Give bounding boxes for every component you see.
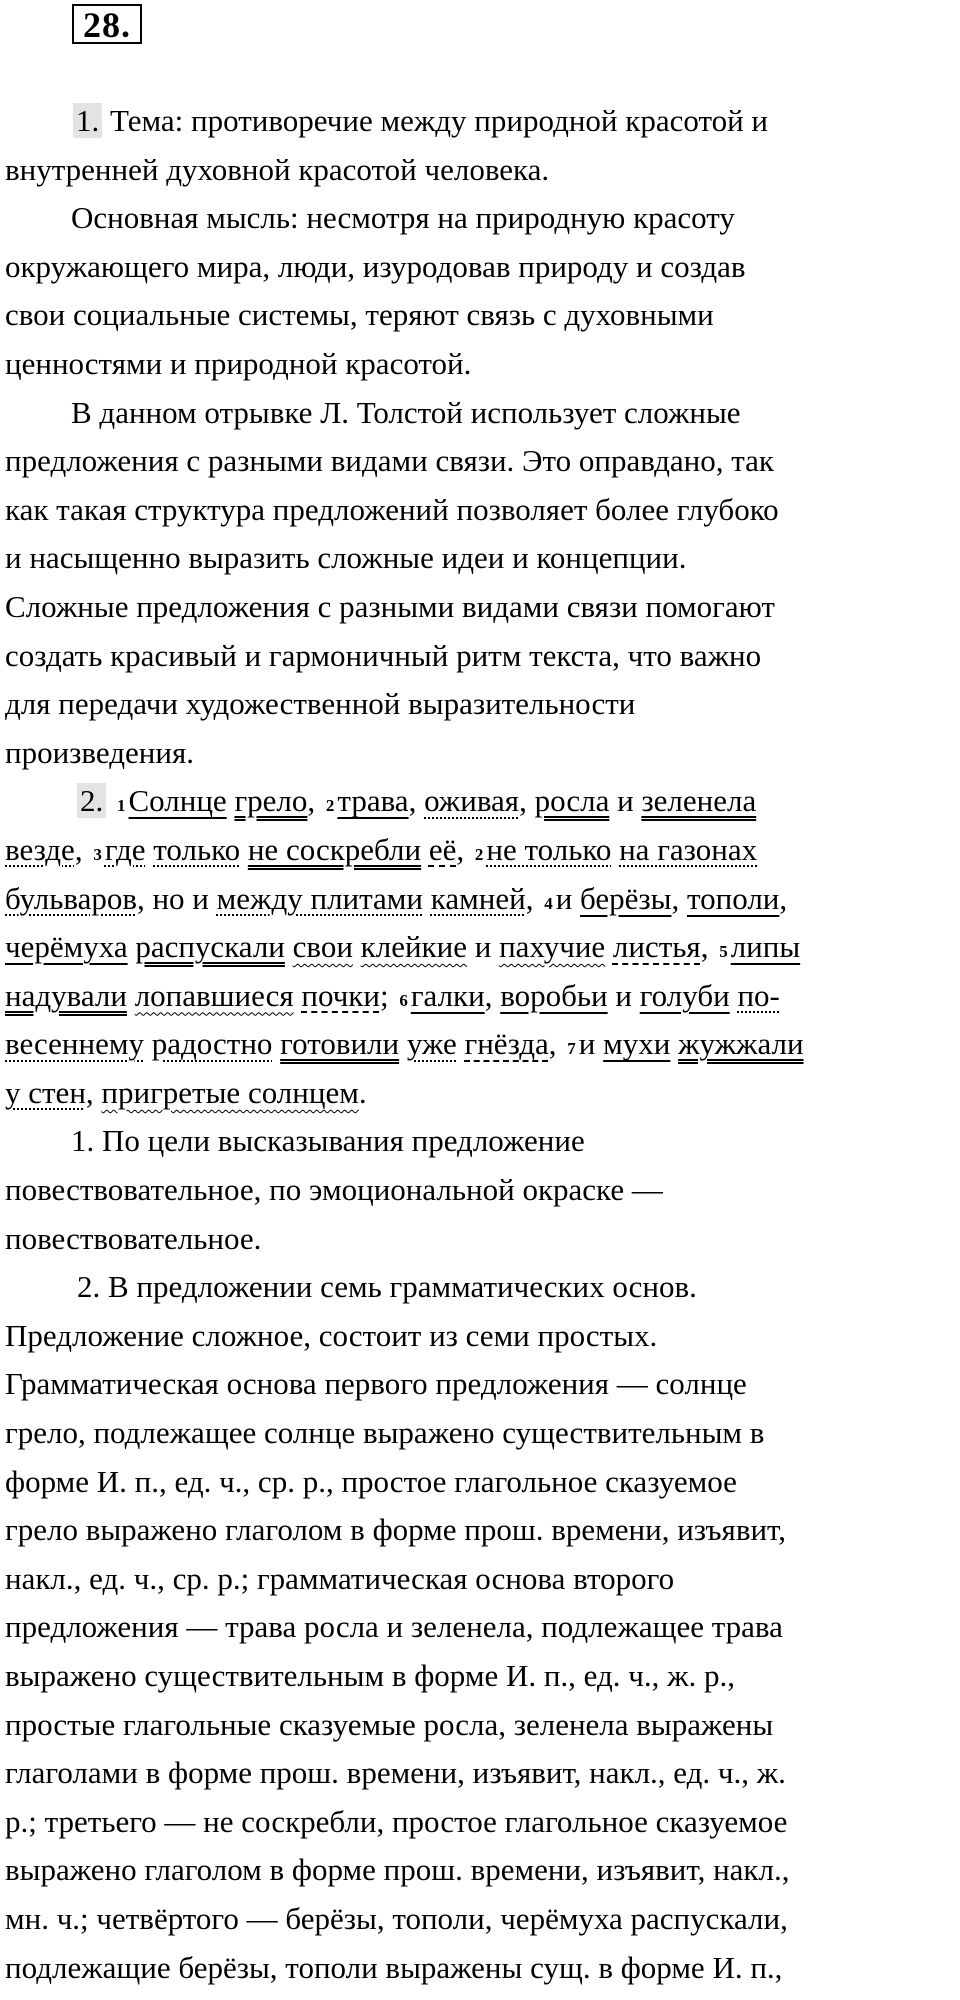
predicate: распускали bbox=[135, 929, 285, 965]
predicate: не соскребли bbox=[247, 831, 422, 867]
analysis-line: повествовательное, по эмоциональной окраске — bbox=[5, 1172, 663, 1208]
parsed-sentence-line: 2. 1Солнце грело, 2трава, оживая, росла и зеленела bbox=[5, 777, 955, 826]
predicate: росла bbox=[534, 783, 610, 819]
object: почки bbox=[301, 977, 380, 1013]
analysis-line: накл., ед. ч., ср. р.; грамматическая основа второго bbox=[5, 1560, 675, 1596]
adverbial: между плитами bbox=[216, 880, 424, 916]
parsed-sentence-line: черёмуха распускали свои клейкие и пахучие листья, 5липы bbox=[5, 929, 801, 965]
clause-number: 6 bbox=[399, 990, 408, 1010]
clause-number: 5 bbox=[719, 942, 728, 962]
adverbial: уже bbox=[406, 1026, 457, 1062]
clause-number: 2 bbox=[474, 844, 484, 864]
adverbial: везде bbox=[5, 831, 75, 867]
text-line: для передачи художественной выразительности bbox=[5, 686, 636, 722]
analysis-line: р.; третьего — не соскребли, простое глагольное сказуемое bbox=[5, 1803, 788, 1839]
adverbial: оживая bbox=[424, 783, 520, 819]
parsed-sentence-line: надували лопавшиеся почки; 6галки, воробьи и голуби по- bbox=[5, 977, 780, 1013]
clause-number: 1 bbox=[117, 796, 126, 816]
analysis-line: грело, подлежащее солнце выражено существительным в bbox=[5, 1415, 765, 1451]
attribute: пригретые солнцем bbox=[101, 1074, 359, 1110]
parsed-sentence-line: у стен, пригретые солнцем. bbox=[5, 1074, 367, 1110]
analysis-line: мн. ч.; четвёртого — берёзы, тополи, черёмуха распускали, bbox=[5, 1900, 788, 1936]
analysis-line: Предложение сложное, состоит из семи простых. bbox=[5, 1317, 658, 1353]
text-line: и насыщенно выразить сложные идеи и концепции. bbox=[5, 540, 687, 576]
analysis-line: Грамматическая основа первого предложения — солнце bbox=[5, 1366, 747, 1402]
subject: трава bbox=[337, 783, 409, 819]
adverbial: весеннему bbox=[5, 1026, 144, 1062]
clause-number: 4 bbox=[544, 893, 553, 913]
analysis-line: грело выражено глаголом в форме прош. времени, изъявит, bbox=[5, 1512, 787, 1548]
subject: голуби bbox=[639, 977, 730, 1013]
parsed-sentence-line: везде, 3где только не соскребли её, 2не только на газонах bbox=[5, 831, 758, 867]
adverbial: у стен bbox=[5, 1074, 86, 1110]
attribute: свои bbox=[292, 929, 353, 965]
analysis-line: выражено глаголом в форме прош. времени, изъявит, накл., bbox=[5, 1852, 790, 1888]
part-2-marker: 2. bbox=[77, 783, 106, 818]
task-number-box: 28. bbox=[72, 4, 142, 44]
analysis-line: выражено существительным в форме И. п., ед. ч., ж. р., bbox=[5, 1658, 736, 1693]
subject: тополи bbox=[687, 880, 780, 916]
text-line: окружающего мира, люди, изуродовав природу и создав bbox=[5, 248, 746, 284]
text-line: предложения с разными видами связи. Это оправдано, так bbox=[5, 443, 774, 479]
analysis-line: глаголами в форме прош. времени, изъявит, накл., ед. ч., ж. bbox=[5, 1755, 786, 1791]
subject: липы bbox=[730, 929, 801, 965]
text-line: Сложные предложения с разными видами связи помогают bbox=[5, 588, 775, 624]
adverbial: только bbox=[153, 831, 241, 867]
subject: Солнце bbox=[128, 783, 227, 819]
adverbial: по- bbox=[737, 977, 780, 1013]
text-line: 1. Тема: противоречие между природной красотой и bbox=[5, 97, 955, 146]
text-line: внутренней духовной красотой человека. bbox=[5, 151, 550, 187]
adverbial: камней bbox=[430, 880, 526, 916]
text-line: Основная мысль: несмотря на природную красоту bbox=[71, 200, 735, 236]
predicate: готовили bbox=[280, 1026, 400, 1062]
analysis-line: 1. По цели высказывания предложение bbox=[71, 1123, 585, 1159]
attribute: клейкие bbox=[360, 929, 467, 965]
text-line: произведения. bbox=[5, 734, 194, 770]
text-line: создать красивый и гармоничный ритм текста, что важно bbox=[5, 637, 762, 673]
adverbial: на газонах bbox=[619, 831, 758, 867]
parsed-sentence-line: весеннему радостно готовили уже гнёзда, 7и мухи жужжали bbox=[5, 1026, 804, 1062]
attribute: пахучие bbox=[499, 929, 606, 965]
part-1-marker: 1. bbox=[73, 103, 102, 138]
subject: берёзы bbox=[580, 880, 672, 916]
analysis-line: повествовательное. bbox=[5, 1220, 262, 1256]
parsed-sentence-line: бульваров, но и между плитами камней, 4и берёзы, тополи, bbox=[5, 880, 788, 916]
analysis-line: 2. В предложении семь грамматических основ. bbox=[77, 1269, 697, 1305]
clause-number: 2 bbox=[325, 796, 335, 816]
text-line: В данном отрывке Л. Толстой использует сложные bbox=[71, 394, 741, 430]
subject: галки bbox=[410, 977, 485, 1013]
subject: мухи bbox=[603, 1026, 671, 1062]
predicate: надували bbox=[5, 977, 127, 1013]
attribute: лопавшиеся bbox=[134, 977, 294, 1013]
analysis-line: предложения — трава росла и зеленела, подлежащее трава bbox=[5, 1609, 783, 1645]
text-line: как такая структура предложений позволяет более глубоко bbox=[5, 491, 779, 527]
object: листья bbox=[612, 929, 701, 965]
text-line: свои социальные системы, теряют связь с духовными bbox=[5, 297, 714, 333]
adverbial: где bbox=[104, 831, 146, 867]
object: её bbox=[428, 831, 457, 867]
adverbial: бульваров bbox=[5, 880, 137, 916]
predicate: жужжали bbox=[678, 1026, 804, 1062]
subject: воробьи bbox=[500, 977, 608, 1013]
analysis-line: подлежащие берёзы, тополи выражены сущ. в форме И. п., bbox=[5, 1949, 783, 1985]
text-line: ценностями и природной красотой. bbox=[5, 345, 472, 381]
adverbial: не только bbox=[486, 831, 612, 867]
analysis-line: форме И. п., ед. ч., ср. р., простое глагольное сказуемое bbox=[5, 1463, 737, 1499]
clause-number: 3 bbox=[93, 844, 102, 864]
adverbial: радостно bbox=[151, 1026, 273, 1062]
clause-number: 7 bbox=[567, 1039, 576, 1059]
analysis-line: простые глагольные сказуемые росла, зеленела выражены bbox=[5, 1706, 774, 1742]
object: гнёзда bbox=[464, 1026, 549, 1062]
predicate: зеленела bbox=[641, 783, 757, 819]
predicate: грело bbox=[234, 783, 308, 819]
subject: черёмуха bbox=[5, 929, 128, 965]
document-body bbox=[5, 97, 955, 1992]
